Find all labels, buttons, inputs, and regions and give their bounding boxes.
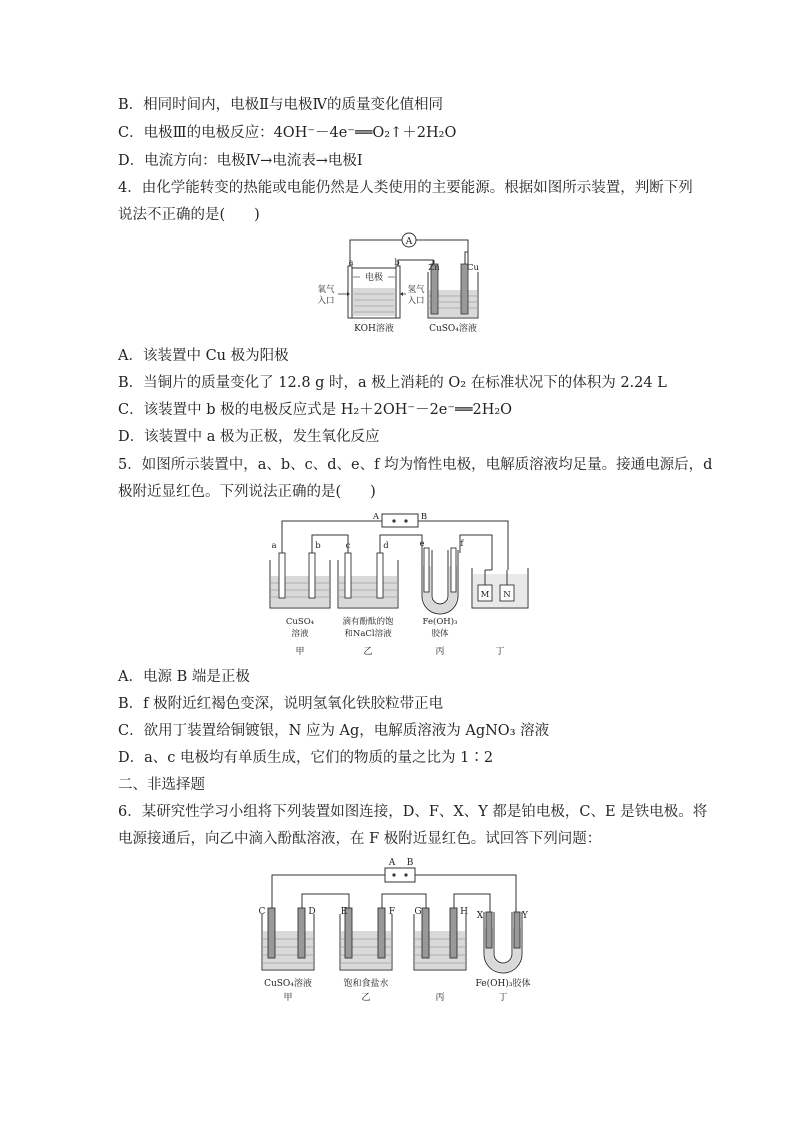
q6-stem-line1: 6．某研究性学习小组将下列装置如图连接，D、F、X、Y 都是铂电极，C、E 是铁电极。将 — [118, 804, 708, 820]
q4-option-d: D．该装置中 a 极为正极，发生氧化反应 — [118, 429, 380, 445]
electrode-h — [450, 908, 457, 958]
svg-text:CuSO₄溶液: CuSO₄溶液 — [264, 979, 312, 989]
q5-option-a: A．电源 B 端是正极 — [118, 669, 250, 685]
power-source — [385, 868, 415, 882]
svg-text:Fe(OH)₃胶体: Fe(OH)₃胶体 — [475, 979, 531, 989]
svg-text:滴有酚酞的饱: 滴有酚酞的饱 — [342, 617, 394, 627]
svg-text:B: B — [406, 858, 414, 868]
svg-text:溶液: 溶液 — [291, 629, 309, 639]
svg-text:电极: 电极 — [364, 273, 384, 283]
electrode-d — [377, 553, 383, 598]
electrode-f — [451, 548, 456, 592]
electrode-b — [396, 266, 400, 318]
svg-text:D: D — [308, 907, 316, 917]
svg-text:入口: 入口 — [407, 296, 425, 306]
q5-stem-line2: 极附近显红色。下列说法正确的是( ) — [118, 484, 376, 500]
svg-text:a: a — [271, 541, 277, 551]
electrode-x — [486, 912, 492, 948]
q5-option-c: C．欲用丁装置给铜镀银，N 应为 Ag，电解质溶液为 AgNO₃ 溶液 — [118, 723, 550, 739]
ammeter-label: A — [405, 237, 413, 247]
q4-stem-line2: 说法不正确的是( ) — [118, 207, 260, 223]
q3-option-b: B．相同时间内，电极Ⅱ与电极Ⅳ的质量变化值相同 — [118, 97, 443, 113]
svg-text:c: c — [345, 541, 351, 551]
svg-text:b: b — [394, 258, 400, 267]
electrode-a — [348, 266, 352, 318]
svg-text:丙: 丙 — [435, 993, 445, 1003]
svg-text:Fe(OH)₃: Fe(OH)₃ — [422, 617, 458, 627]
svg-text:丁: 丁 — [498, 993, 508, 1003]
svg-text:Zn: Zn — [428, 263, 440, 273]
q3-option-c: C．电极Ⅲ的电极反应：4OH⁻－4e⁻══O₂↑＋2H₂O — [118, 125, 457, 141]
svg-text:乙: 乙 — [361, 993, 371, 1003]
q4-option-a: A．该装置中 Cu 极为阳极 — [118, 348, 289, 364]
svg-text:b: b — [315, 541, 321, 551]
q4-option-b: B．当铜片的质量变化了 12.8 g 时，a 极上消耗的 O₂ 在标准状况下的体积为 2.24 L — [118, 375, 667, 391]
svg-text:N: N — [503, 590, 511, 600]
q5-option-b: B．f 极附近红褐色变深，说明氢氧化铁胶粒带正电 — [118, 696, 444, 712]
svg-text:f: f — [460, 539, 464, 549]
q3-option-d: D．电流方向：电极Ⅳ→电流表→电极Ⅰ — [118, 153, 363, 169]
electrode-d — [298, 908, 305, 958]
svg-text:X: X — [476, 911, 484, 921]
electrode-c — [268, 908, 275, 958]
svg-text:a: a — [348, 258, 354, 267]
q5-figure — [262, 508, 532, 663]
svg-text:胶体: 胶体 — [431, 629, 449, 639]
svg-text:C: C — [258, 907, 266, 917]
electrode-b — [309, 553, 315, 598]
electrode-e — [424, 548, 429, 592]
q5-option-d: D．a、c 电极均有单质生成，它们的物质的量之比为 1∶2 — [118, 750, 494, 766]
section-heading: 二、非选择题 — [118, 777, 205, 793]
svg-text:H: H — [460, 907, 468, 917]
svg-text:d: d — [383, 541, 389, 551]
svg-text:饱和食盐水: 饱和食盐水 — [343, 979, 389, 989]
svg-text:氢气: 氢气 — [407, 285, 425, 295]
svg-text:KOH溶液: KOH溶液 — [354, 324, 394, 334]
power-source — [382, 514, 418, 527]
svg-text:CuSO₄溶液: CuSO₄溶液 — [429, 324, 477, 334]
svg-text:A: A — [372, 512, 380, 522]
q6-stem-line2: 电源接通后，向乙中滴入酚酞溶液，在 F 极附近显红色。试回答下列问题： — [118, 831, 602, 847]
q6-figure — [254, 856, 544, 1006]
svg-text:E: E — [340, 907, 348, 917]
svg-text:氧气: 氧气 — [317, 285, 335, 295]
svg-text:甲: 甲 — [295, 647, 305, 657]
svg-text:A: A — [388, 858, 396, 868]
electrode-c — [345, 553, 351, 598]
q4-option-c: C．该装置中 b 极的电极反应式是 H₂＋2OH⁻－2e⁻══2H₂O — [118, 402, 513, 418]
svg-text:G: G — [414, 907, 422, 917]
svg-text:CuSO₄: CuSO₄ — [285, 617, 315, 627]
svg-text:F: F — [388, 907, 396, 917]
svg-text:B: B — [420, 512, 428, 522]
svg-text:M: M — [480, 590, 490, 600]
svg-text:乙: 乙 — [363, 647, 373, 657]
svg-text:Cu: Cu — [467, 263, 479, 273]
svg-text:甲: 甲 — [283, 993, 293, 1003]
electrode-g — [422, 908, 429, 958]
electrode-a — [279, 553, 285, 598]
svg-text:e: e — [419, 539, 425, 549]
svg-text:丁: 丁 — [495, 647, 505, 657]
svg-text:丙: 丙 — [435, 647, 445, 657]
q5-stem-line1: 5．如图所示装置中，a、b、c、d、e、f 均为惰性电极，电解质溶液均足量。接通电源后，d — [118, 457, 713, 473]
svg-text:入口: 入口 — [317, 296, 335, 306]
electrode-y — [514, 912, 520, 948]
q4-stem-line1: 4．由化学能转变的热能或电能仍然是人类使用的主要能源。根据如图所示装置，判断下列 — [118, 180, 693, 196]
svg-text:和NaCl溶液: 和NaCl溶液 — [344, 629, 392, 639]
q4-figure — [310, 232, 490, 337]
svg-text:Y: Y — [522, 911, 528, 921]
electrode-f — [378, 908, 385, 958]
